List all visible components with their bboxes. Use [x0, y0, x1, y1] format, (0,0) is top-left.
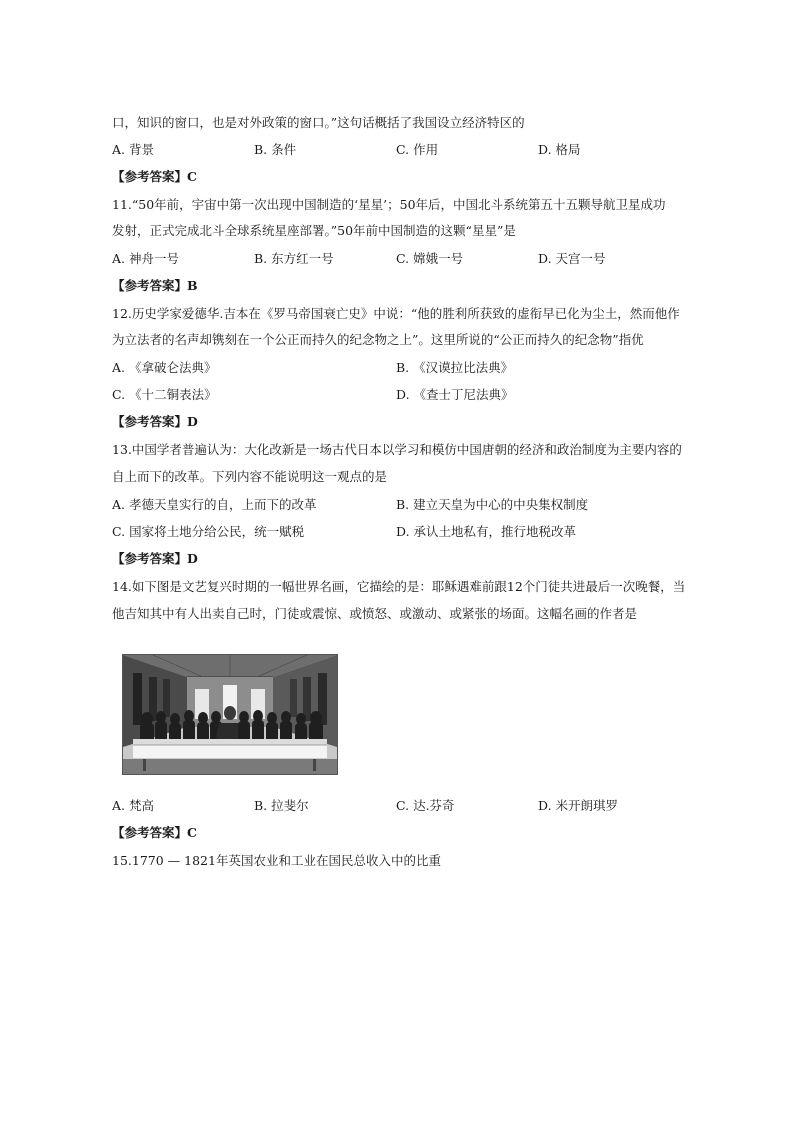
q14-option-c: C. 达.芬奇	[396, 798, 455, 813]
q11-option-d: D. 天宫一号	[538, 251, 606, 266]
q12-text-line2: 为立法者的名声却镌刻在一个公正而持久的纪念物之上”。这里所说的“公正而持久的纪念物”指优	[112, 332, 644, 347]
q12-option-d: D. 《查士丁尼法典》	[396, 387, 514, 402]
q14-option-b: B. 拉斐尔	[254, 798, 309, 813]
q13-option-b: B. 建立天皇为中心的中央集权制度	[396, 497, 589, 512]
q13-text-line1: 13.中国学者普遍认为：大化改新是一场古代日本以学习和模仿中国唐朝的经济和政治制度为主要内容的	[112, 442, 682, 457]
last-supper-painting	[122, 654, 338, 775]
q10-answer: 【参考答案】C	[112, 169, 197, 184]
q15-text-line1: 15.1770 — 1821年英国农业和工业在国民总收入中的比重	[112, 853, 441, 868]
q10-option-d: D. 格局	[538, 142, 581, 157]
q11-answer: 【参考答案】B	[112, 278, 198, 293]
q11-text-line2: 发射，正式完成北斗全球系统星座部署。”50年前中国制造的这颗“星星”是	[112, 223, 516, 238]
q11-text-line1: 11.“50年前，宇宙中第一次出现中国制造的‘星星’；50年后，中国北斗系统第五十五颗导航卫星成功	[112, 197, 666, 212]
q12-text-line1: 12.历史学家爱德华.吉本在《罗马帝国衰亡史》中说：“他的胜利所获致的虚衔早已化为尘土，然而他作	[112, 306, 680, 321]
q13-option-a: A. 孝德天皇实行的自，上而下的改革	[112, 497, 317, 512]
q14-answer: 【参考答案】C	[112, 825, 197, 840]
q13-option-c: C. 国家将土地分给公民，统一赋税	[112, 524, 305, 539]
q10-option-c: C. 作用	[396, 142, 439, 157]
q12-option-a: A. 《拿破仑法典》	[112, 360, 217, 375]
q12-answer: 【参考答案】D	[112, 414, 198, 429]
q11-option-b: B. 东方红一号	[254, 251, 334, 266]
q11-option-c: C. 嫦娥一号	[396, 251, 464, 266]
q14-text-line1: 14.如下图是文艺复兴时期的一幅世界名画，它描绘的是：耶稣遇难前跟12个门徒共进最后一次晚餐，当	[112, 579, 686, 594]
q10-option-b: B. 条件	[254, 142, 297, 157]
q10-text: 口，知识的窗口，也是对外政策的窗口。”这句话概括了我国设立经济特区的	[112, 115, 525, 130]
q14-text-line2: 他吉知其中有人出卖自己时，门徒或震惊、或愤怒、或激动、或紧张的场面。这幅名画的作者是	[112, 606, 638, 621]
q12-option-c: C. 《十二铜表法》	[112, 387, 217, 402]
q14-option-a: A. 梵高	[112, 798, 154, 813]
last-supper-illustration	[123, 655, 337, 774]
q12-option-b: B. 《汉谟拉比法典》	[396, 360, 514, 375]
q13-text-line2: 自上而下的改革。下列内容不能说明这一观点的是	[112, 469, 388, 484]
q10-option-a: A. 背景	[112, 142, 154, 157]
q13-answer: 【参考答案】D	[112, 551, 198, 566]
q13-option-d: D. 承认土地私有，推行地税改革	[396, 524, 577, 539]
q14-option-d: D. 米开朗琪罗	[538, 798, 619, 813]
q11-option-a: A. 神舟一号	[112, 251, 179, 266]
